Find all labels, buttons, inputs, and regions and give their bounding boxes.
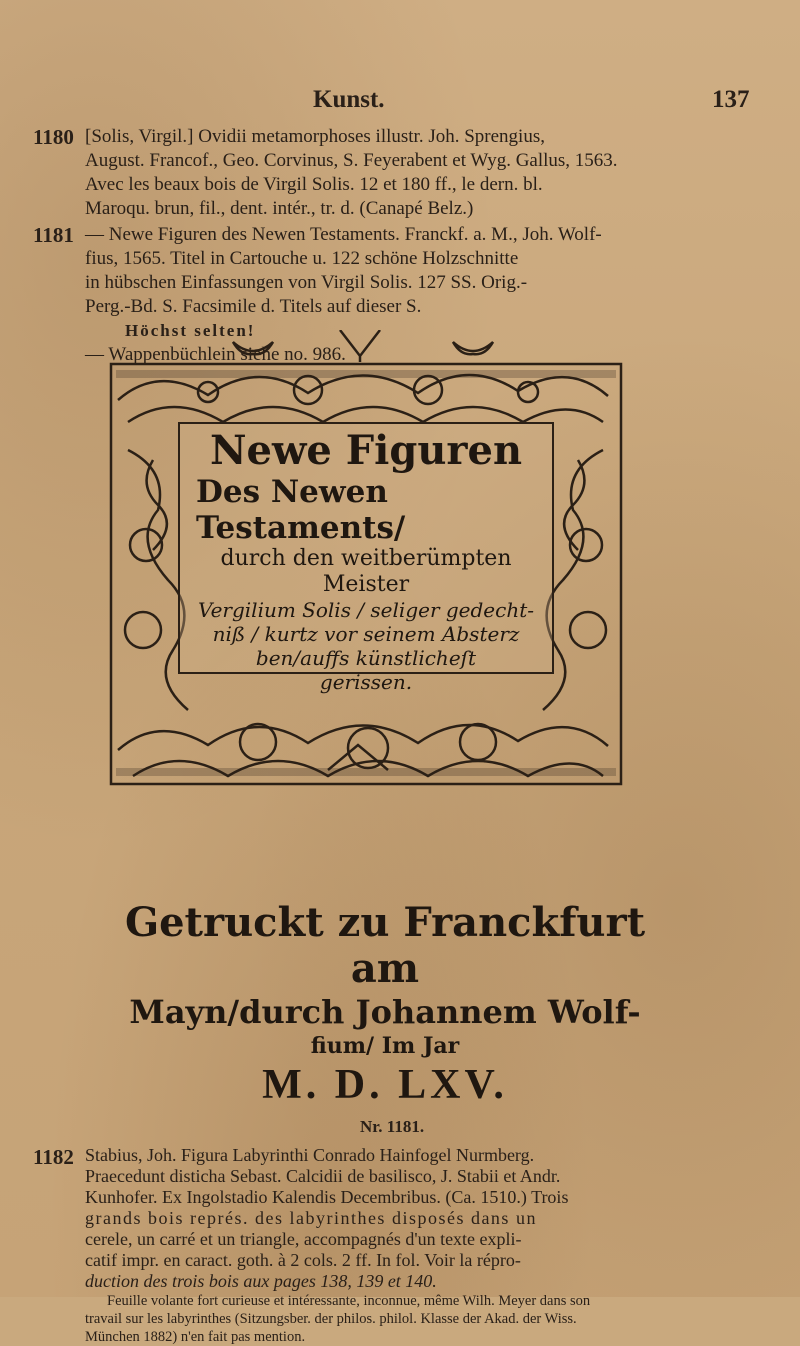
page-header bbox=[0, 86, 800, 116]
footnote-line: München 1882) n'en fait pas mention. bbox=[85, 1329, 306, 1345]
title-line: Vergilium Solis / seliger gedecht- bbox=[197, 598, 535, 622]
entry-line: duction des trois bois aux pages 138, 139 et 140. bbox=[85, 1271, 437, 1291]
entry-line: Perg.-Bd. S. Facsimile d. Titels auf dieser S. bbox=[85, 296, 422, 317]
title-line: durch den weitberümpten Meister bbox=[220, 546, 512, 597]
imprint-line: Getruckt zu Franckfurt am bbox=[124, 899, 646, 992]
entry-text bbox=[85, 1145, 775, 1346]
rarity-note: Höchst selten! bbox=[125, 321, 256, 340]
entry-line: Avec les beaux bois de Virgil Solis. 12 et 180 ff., le dern. bl. bbox=[85, 174, 543, 195]
title-line: Newe Figuren bbox=[209, 427, 523, 474]
entry-line: catif impr. en caract. goth. à 2 cols. 2 ff. In fol. Voir la répro- bbox=[85, 1250, 521, 1270]
entry-text bbox=[85, 125, 775, 221]
lot-number: 1180 bbox=[33, 125, 74, 149]
footnote-line: Feuille volante fort curieuse et intéressante, inconnue, même Wilh. Meyer dans son bbox=[107, 1293, 591, 1309]
entry-line: Kunhofer. Ex Ingolstadio Kalendis Decembribus. (Ca. 1510.) Trois bbox=[85, 1187, 569, 1207]
imprint-block bbox=[105, 900, 665, 1110]
title-facsimile bbox=[108, 330, 628, 830]
entry-line: in hübschen Einfassungen von Virgil Solis. 127 SS. Orig.- bbox=[85, 272, 528, 293]
entry-line: Maroqu. brun, fil., dent. intér., tr. d. (Canapé Belz.) bbox=[85, 198, 474, 219]
imprint-line: Mayn/durch Johannem Wolf- bbox=[129, 993, 641, 1031]
title-text-block bbox=[180, 424, 552, 694]
entry-line: cerele, un carré et un triangle, accompagnés d'un texte expli- bbox=[85, 1229, 522, 1249]
title-panel bbox=[178, 422, 554, 694]
footnote-line: travail sur les labyrinthes (Sitzungsber. der philos. philol. Klasse der Akad. der Wiss. bbox=[85, 1311, 577, 1327]
title-line: ben/auffs künstlicheſt bbox=[255, 646, 477, 670]
entry-line: Praecedunt disticha Sebast. Calcidii de basilisco, J. Stabii et Andr. bbox=[85, 1166, 561, 1186]
title-line: niß / kurtz vor seinem Absterz bbox=[212, 622, 520, 646]
entry-line: August. Francof., Geo. Corvinus, S. Feyerabent et Wyg. Gallus, 1563. bbox=[85, 150, 618, 171]
entry-line: fius, 1565. Titel in Cartouche u. 122 schöne Holzschnitte bbox=[85, 248, 519, 269]
imprint-line: fium/ Im Jar bbox=[310, 1033, 460, 1059]
title-line: Des Newen Testaments/ bbox=[196, 474, 406, 546]
lot-number: 1181 bbox=[33, 223, 74, 247]
entry-line: Stabius, Joh. Figura Labyrinthi Conrado Hainfogel Nurmberg. bbox=[85, 1145, 535, 1165]
running-head: Kunst. bbox=[313, 86, 385, 113]
imprint-date: M. D. LXV. bbox=[262, 1062, 508, 1108]
entry-line: grands bois représ. des labyrinthes disposés dans un bbox=[85, 1208, 537, 1228]
facsimile-caption: Nr. 1181. bbox=[360, 1117, 425, 1136]
title-line: gerissen. bbox=[319, 670, 413, 694]
entry-line: [Solis, Virgil.] Ovidii metamorphoses illustr. Joh. Sprengius, bbox=[85, 126, 545, 147]
see-also-line: — Wappenbüchlein siehe no. 986. bbox=[85, 344, 346, 365]
lot-number: 1182 bbox=[33, 1145, 74, 1169]
page-number: 137 bbox=[712, 86, 750, 113]
entry-line: — Newe Figuren des Newen Testaments. Franckf. a. M., Joh. Wolf- bbox=[85, 224, 602, 245]
